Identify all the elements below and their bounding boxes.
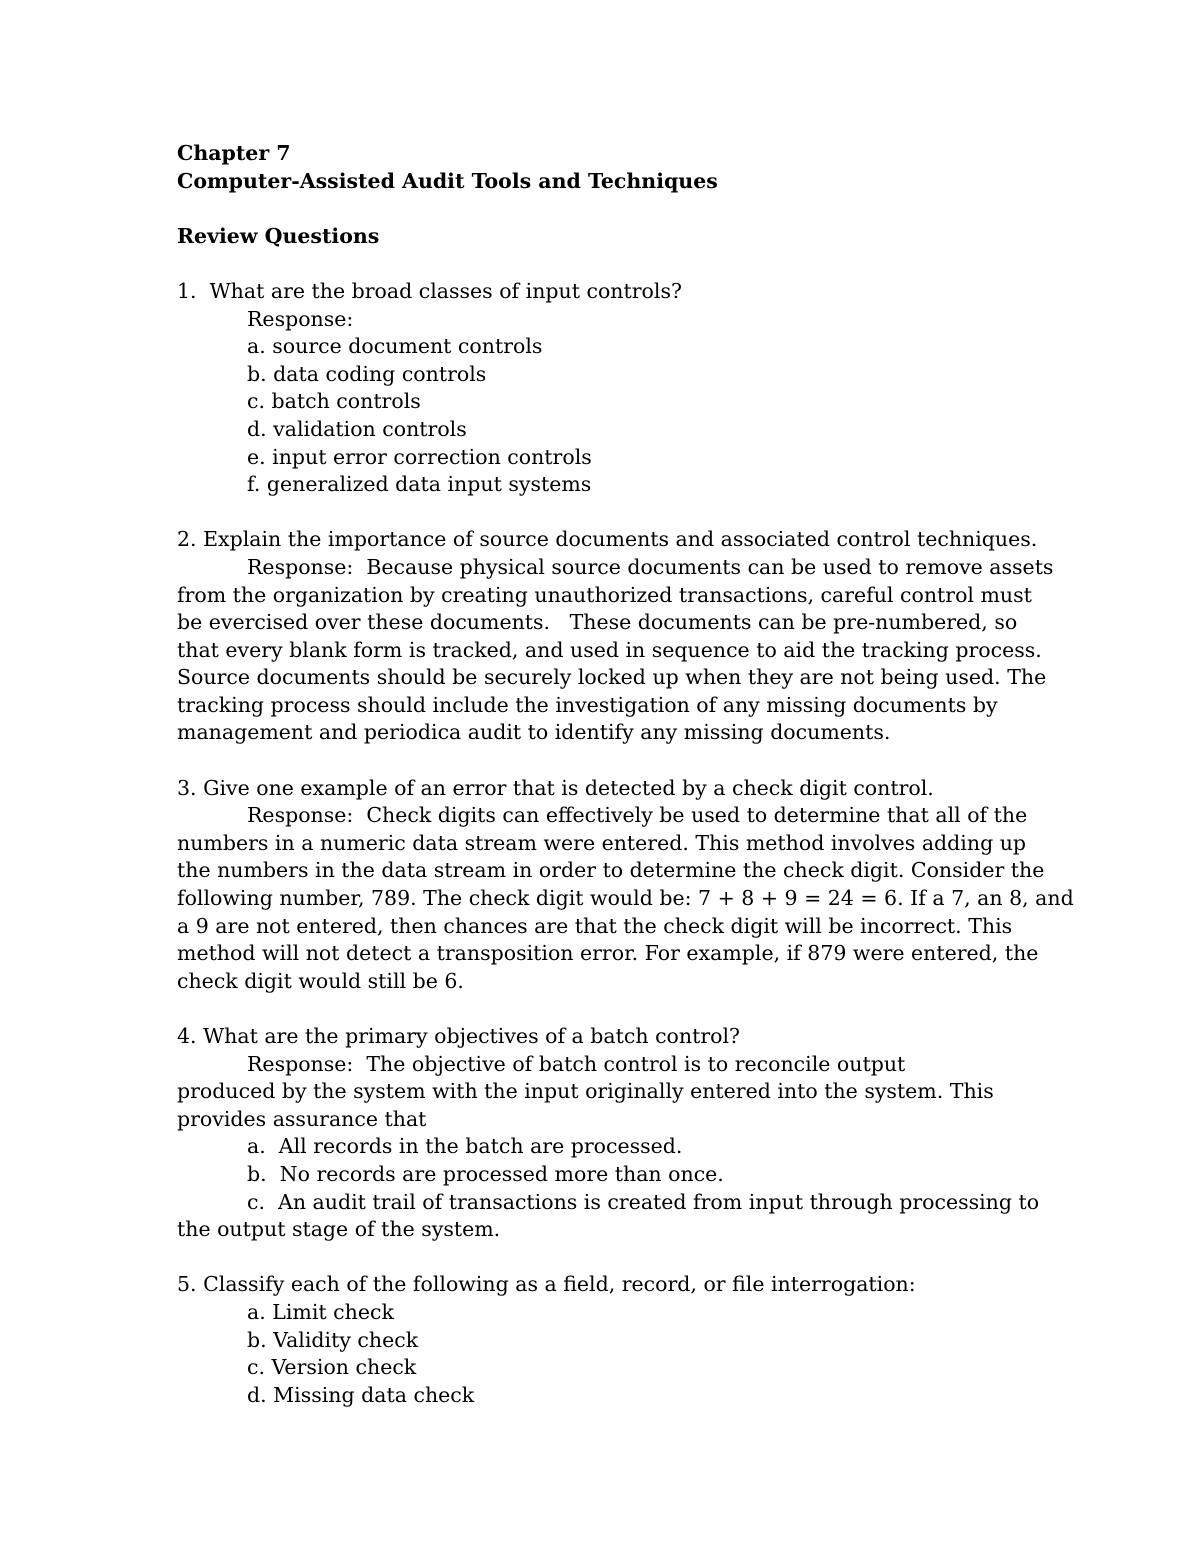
list-item: a. All records in the batch are processed. [247, 1134, 683, 1159]
section-heading: Review Questions [177, 223, 380, 248]
response-line: method will not detect a transposition error. For example, if 879 were entered, the [177, 941, 1039, 966]
question-1 [177, 278, 1057, 499]
response-line: numbers in a numeric data stream were entered. This method involves adding up [177, 830, 1027, 855]
question-text: 3. Give one example of an error that is detected by a check digit control. [177, 775, 934, 800]
response-line: check digit would still be 6. [177, 968, 464, 993]
list-item: c. An audit trail of transactions is created from input through processing to [247, 1189, 1040, 1214]
response-line: produced by the system with the input originally entered into the system. This [177, 1079, 994, 1104]
list-item: a. Limit check [247, 1299, 394, 1324]
response-line: the numbers in the data stream in order to determine the check digit. Consider the [177, 858, 1045, 883]
question-4 [177, 1023, 1057, 1244]
list-item: a. source document controls [247, 334, 543, 359]
response-line: the output stage of the system. [177, 1217, 501, 1242]
response-line: Source documents should be securely locked up when they are not being used. The [177, 665, 1047, 690]
question-text: 1. What are the broad classes of input controls? [177, 278, 682, 303]
list-item: f. generalized data input systems [247, 472, 592, 497]
list-item: b. Validity check [247, 1327, 419, 1352]
response-line: that every blank form is tracked, and used in sequence to aid the tracking process. [177, 637, 1042, 662]
response-line: Response: The objective of batch control is to reconcile output [247, 1051, 906, 1076]
document-page [177, 140, 1074, 1409]
list-item: b. No records are processed more than once. [247, 1161, 724, 1186]
list-item: c. Version check [247, 1355, 417, 1380]
response-line: management and periodica audit to identify any missing documents. [177, 720, 891, 745]
question-5 [177, 1271, 1057, 1409]
list-item: d. validation controls [247, 416, 467, 441]
list-item: e. input error correction controls [247, 444, 592, 469]
response-label: Response: [247, 306, 354, 331]
response-line: following number, 789. The check digit would be: 7 + 8 + 9 = 24 = 6. If a 7, an 8, and [177, 886, 1074, 911]
question-3 [177, 775, 1074, 996]
chapter-number: Chapter 7 [177, 141, 291, 165]
list-item: c. batch controls [247, 389, 421, 414]
response-line: provides assurance that [177, 1106, 427, 1131]
question-2 [177, 526, 1057, 747]
response-line: a 9 are not entered, then chances are that the check digit will be incorrect. This [177, 913, 1013, 938]
response-line: Response: Check digits can effectively be used to determine that all of the [247, 803, 1028, 828]
list-item: d. Missing data check [247, 1382, 475, 1407]
question-text: 5. Classify each of the following as a field, record, or file interrogation: [177, 1272, 916, 1297]
response-line: tracking process should include the investigation of any missing documents by [177, 692, 998, 717]
response-line: Response: Because physical source documents can be used to remove assets [247, 554, 1054, 579]
response-line: from the organization by creating unauthorized transactions, careful control must [177, 582, 1032, 607]
list-item: b. data coding controls [247, 361, 487, 386]
chapter-title: Computer-Assisted Audit Tools and Techniques [177, 168, 718, 193]
response-line: be evercised over these documents. These documents can be pre-numbered, so [177, 610, 1018, 635]
question-text: 4. What are the primary objectives of a batch control? [177, 1024, 741, 1048]
question-text: 2. Explain the importance of source documents and associated control techniques. [177, 527, 1038, 552]
